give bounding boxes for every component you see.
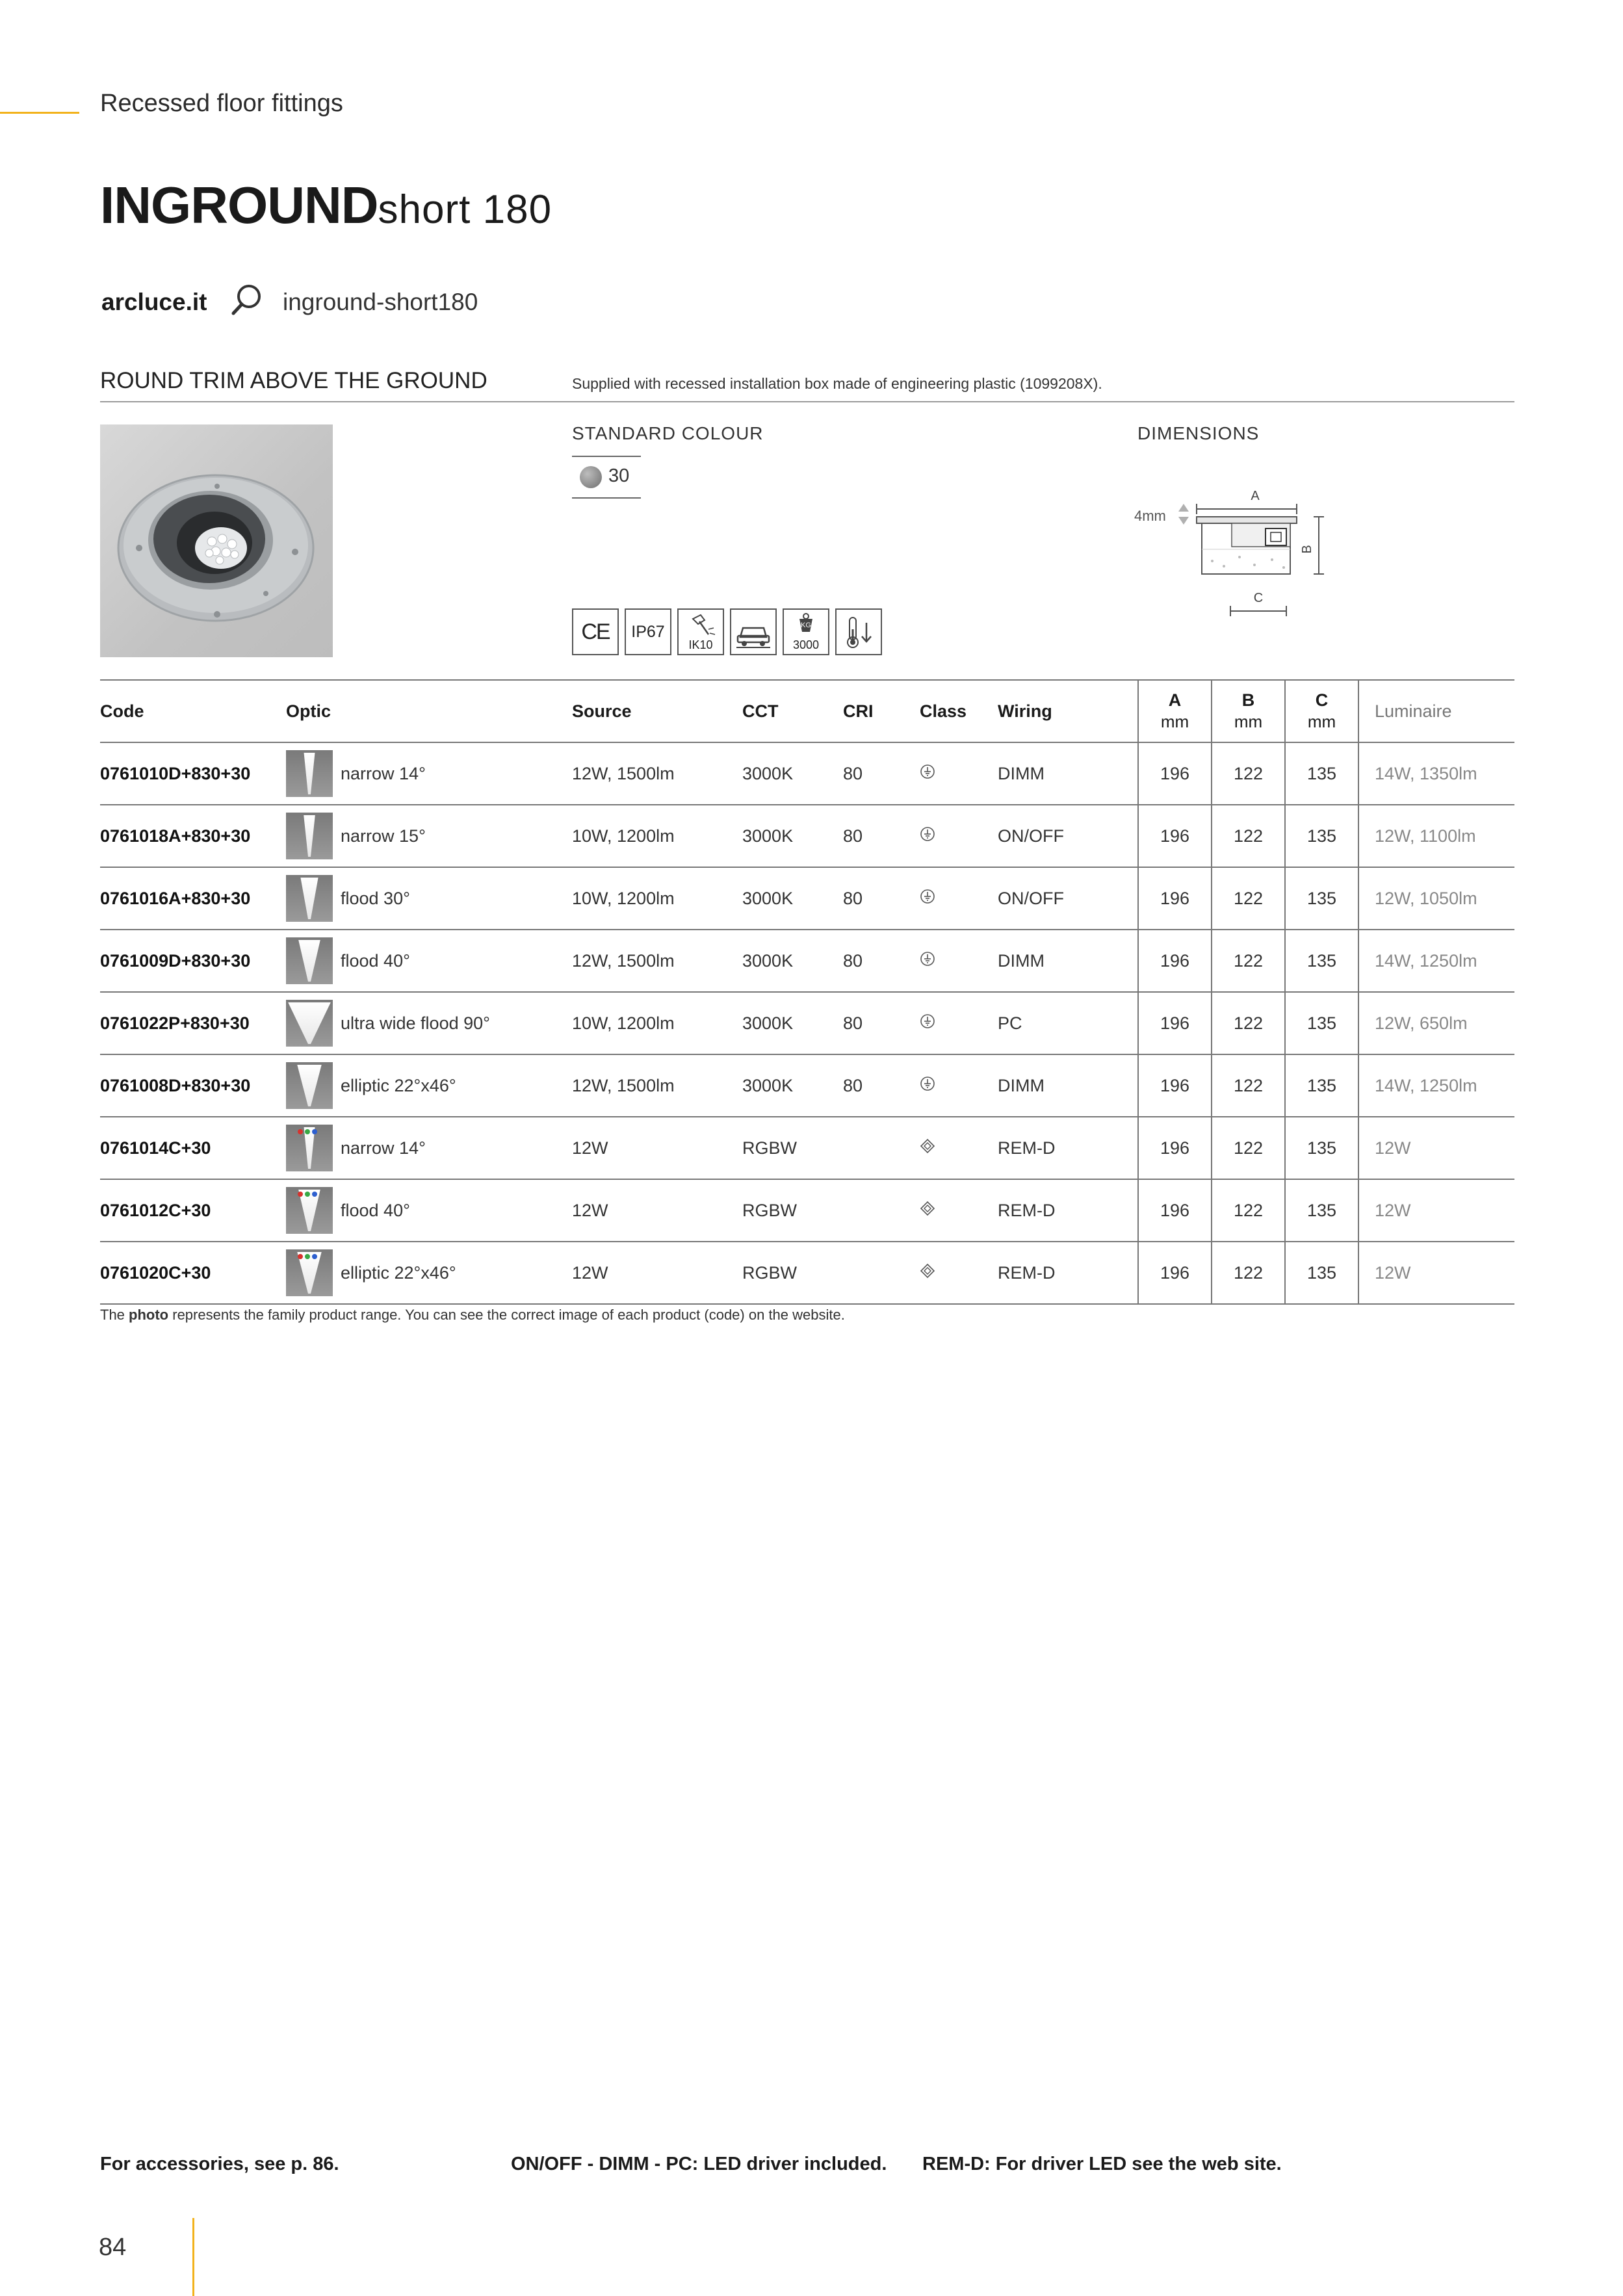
- optic-cell: [286, 1242, 572, 1304]
- optic-cell: [286, 1054, 572, 1117]
- beam-icon: [286, 813, 333, 859]
- dim-a-label: A: [1251, 489, 1260, 503]
- earth-ground-icon: [920, 1076, 935, 1096]
- dim-c-cell: 135: [1285, 1242, 1358, 1304]
- luminaire-cell: 12W: [1358, 1117, 1514, 1179]
- header-c: C mm: [1285, 680, 1358, 742]
- class-ii-icon: [920, 1263, 935, 1283]
- source-cell: 10W, 1200lm: [572, 992, 742, 1054]
- table-row: [100, 1242, 1514, 1304]
- dim-b-label: B: [1300, 545, 1314, 554]
- optic-cell: [286, 930, 572, 992]
- wiring-cell: DIMM: [998, 1054, 1138, 1117]
- header-wiring: Wiring: [998, 680, 1138, 742]
- dim-b-cell: 122: [1212, 1179, 1285, 1242]
- cct-cell: 3000K: [742, 992, 843, 1054]
- source-cell: 12W, 1500lm: [572, 742, 742, 805]
- header-luminaire: Luminaire: [1358, 680, 1514, 742]
- code-cell[interactable]: 0761010D+830+30: [100, 742, 286, 805]
- product-table: [100, 679, 1514, 1305]
- class-cell: [920, 1242, 998, 1304]
- cct-cell: 3000K: [742, 930, 843, 992]
- class-cell: [920, 1179, 998, 1242]
- load-weight-icon: KG 3000: [783, 608, 829, 655]
- beam-icon: [286, 1062, 333, 1109]
- dimensions-drawing: [1134, 484, 1342, 621]
- table-row: [100, 992, 1514, 1054]
- thermometer-icon: [835, 608, 882, 655]
- optic-label: narrow 15°: [341, 826, 426, 846]
- code-cell[interactable]: 0761012C+30: [100, 1179, 286, 1242]
- optic-label: elliptic 22°x46°: [341, 1075, 456, 1095]
- table-row: [100, 742, 1514, 805]
- optic-cell: [286, 992, 572, 1054]
- dim-b-cell: 122: [1212, 1117, 1285, 1179]
- code-cell[interactable]: 0761009D+830+30: [100, 930, 286, 992]
- dim-c-cell: 135: [1285, 1179, 1358, 1242]
- cct-cell: RGBW: [742, 1117, 843, 1179]
- earth-ground-icon: [920, 951, 935, 971]
- source-cell: 12W, 1500lm: [572, 930, 742, 992]
- wiring-cell: ON/OFF: [998, 805, 1138, 867]
- cct-cell: 3000K: [742, 742, 843, 805]
- dim-a-cell: 196: [1138, 1242, 1212, 1304]
- ip67-icon: IP67: [625, 608, 671, 655]
- code-cell[interactable]: 0761014C+30: [100, 1117, 286, 1179]
- dim-b-cell: 122: [1212, 992, 1285, 1054]
- wiring-cell: PC: [998, 992, 1138, 1054]
- source-cell: 10W, 1200lm: [572, 805, 742, 867]
- optic-label: narrow 14°: [341, 1138, 426, 1158]
- wiring-cell: REM-D: [998, 1242, 1138, 1304]
- search-icon: [229, 281, 265, 318]
- optic-cell: [286, 805, 572, 867]
- colour-swatch: [572, 456, 641, 499]
- standard-colour-label: STANDARD COLOUR: [572, 423, 764, 443]
- luminaire-cell: 12W: [1358, 1242, 1514, 1304]
- website-link[interactable]: arcluce.it: [101, 289, 207, 315]
- code-cell[interactable]: 0761016A+830+30: [100, 867, 286, 930]
- luminaire-cell: 12W, 1100lm: [1358, 805, 1514, 867]
- dim-a-cell: 196: [1138, 992, 1212, 1054]
- beam-icon: [286, 937, 333, 984]
- dim-a-cell: 196: [1138, 867, 1212, 930]
- table-header-row: [100, 680, 1514, 742]
- source-cell: 12W: [572, 1242, 742, 1304]
- photo-note: The photo represents the family product range. You can see the correct image of each product (code) on the website.: [100, 1307, 845, 1323]
- header-a: A mm: [1138, 680, 1212, 742]
- cct-cell: RGBW: [742, 1242, 843, 1304]
- class-cell: [920, 1117, 998, 1179]
- table-row: [100, 1179, 1514, 1242]
- optic-label: ultra wide flood 90°: [341, 1013, 490, 1033]
- dim-c-label: C: [1253, 591, 1264, 605]
- class-ii-icon: [920, 1138, 935, 1158]
- header-cct: CCT: [742, 680, 843, 742]
- cri-cell: 80: [843, 805, 920, 867]
- beam-icon: [286, 1187, 333, 1234]
- cct-cell: 3000K: [742, 1054, 843, 1117]
- table-row: [100, 1117, 1514, 1179]
- dim-b-cell: 122: [1212, 742, 1285, 805]
- earth-ground-icon: [920, 764, 935, 784]
- source-cell: 12W, 1500lm: [572, 1054, 742, 1117]
- dim-c-cell: 135: [1285, 1117, 1358, 1179]
- cct-cell: 3000K: [742, 867, 843, 930]
- dim-c-cell: 135: [1285, 867, 1358, 930]
- class-cell: [920, 1054, 998, 1117]
- dim-a-cell: 196: [1138, 1179, 1212, 1242]
- wiring-cell: ON/OFF: [998, 867, 1138, 930]
- dim-b-cell: 122: [1212, 1242, 1285, 1304]
- optic-label: narrow 14°: [341, 763, 426, 783]
- hammer-impact-icon: IK10: [677, 608, 724, 655]
- code-cell[interactable]: 0761008D+830+30: [100, 1054, 286, 1117]
- cri-cell: 80: [843, 1054, 920, 1117]
- table-row: [100, 867, 1514, 930]
- code-cell[interactable]: 0761022P+830+30: [100, 992, 286, 1054]
- optic-cell: [286, 742, 572, 805]
- source-cell: 12W: [572, 1117, 742, 1179]
- dim-gap-label: 4mm: [1134, 508, 1166, 524]
- dim-a-cell: 196: [1138, 1117, 1212, 1179]
- header-accent-line: [0, 112, 79, 114]
- header-source: Source: [572, 680, 742, 742]
- driver-note: ON/OFF - DIMM - PC: LED driver included.: [511, 2154, 887, 2174]
- page-accent-line: [192, 2218, 194, 2296]
- header-optic: Optic: [286, 680, 572, 742]
- dim-c-cell: 135: [1285, 930, 1358, 992]
- remd-note: REM-D: For driver LED see the web site.: [922, 2154, 1282, 2174]
- optic-cell: [286, 867, 572, 930]
- optic-label: elliptic 22°x46°: [341, 1262, 456, 1283]
- cct-cell: 3000K: [742, 805, 843, 867]
- class-cell: [920, 742, 998, 805]
- cri-cell: 80: [843, 867, 920, 930]
- beam-icon: [286, 1125, 333, 1171]
- cri-cell: [843, 1242, 920, 1304]
- section-title: Recessed floor fittings: [100, 90, 343, 117]
- header-cri: CRI: [843, 680, 920, 742]
- header-code: Code: [100, 680, 286, 742]
- optic-cell: [286, 1117, 572, 1179]
- cct-cell: RGBW: [742, 1179, 843, 1242]
- dim-a-cell: 196: [1138, 1054, 1212, 1117]
- luminaire-cell: 12W, 650lm: [1358, 992, 1514, 1054]
- source-cell: 12W: [572, 1179, 742, 1242]
- page-number: 84: [99, 2234, 127, 2261]
- trim-label: ROUND TRIM ABOVE THE GROUND: [100, 368, 487, 393]
- class-cell: [920, 992, 998, 1054]
- luminaire-cell: 14W, 1250lm: [1358, 1054, 1514, 1117]
- beam-icon: [286, 750, 333, 797]
- dim-b-cell: 122: [1212, 867, 1285, 930]
- dim-b-cell: 122: [1212, 930, 1285, 992]
- cri-cell: 80: [843, 742, 920, 805]
- earth-ground-icon: [920, 826, 935, 846]
- certification-icons: [572, 608, 882, 657]
- dim-a-cell: 196: [1138, 930, 1212, 992]
- dim-c-cell: 135: [1285, 1054, 1358, 1117]
- optic-label: flood 40°: [341, 1200, 410, 1220]
- optic-cell: [286, 1179, 572, 1242]
- class-cell: [920, 930, 998, 992]
- dim-c-cell: 135: [1285, 805, 1358, 867]
- wiring-cell: DIMM: [998, 742, 1138, 805]
- ce-mark-icon: CE: [572, 608, 619, 655]
- header-b: B mm: [1212, 680, 1285, 742]
- cri-cell: 80: [843, 992, 920, 1054]
- beam-icon: [286, 1000, 333, 1047]
- optic-label: flood 30°: [341, 888, 410, 908]
- divider: [100, 401, 1514, 402]
- product-slug[interactable]: inground-short180: [283, 289, 478, 315]
- table-row: [100, 805, 1514, 867]
- cri-cell: [843, 1179, 920, 1242]
- supplied-note: Supplied with recessed installation box made of engineering plastic (1099208X).: [572, 375, 1102, 392]
- cri-cell: 80: [843, 930, 920, 992]
- class-cell: [920, 805, 998, 867]
- code-cell[interactable]: 0761020C+30: [100, 1242, 286, 1304]
- dimensions-label: DIMENSIONS: [1137, 423, 1260, 443]
- luminaire-cell: 12W, 1050lm: [1358, 867, 1514, 930]
- optic-label: flood 40°: [341, 950, 410, 971]
- wiring-cell: REM-D: [998, 1179, 1138, 1242]
- luminaire-cell: 14W, 1350lm: [1358, 742, 1514, 805]
- drive-over-car-icon: [730, 608, 777, 655]
- dim-b-cell: 122: [1212, 1054, 1285, 1117]
- earth-ground-icon: [920, 889, 935, 909]
- source-cell: 10W, 1200lm: [572, 867, 742, 930]
- dim-c-cell: 135: [1285, 742, 1358, 805]
- table-row: [100, 930, 1514, 992]
- dim-a-cell: 196: [1138, 742, 1212, 805]
- table-row: [100, 1054, 1514, 1117]
- product-title-light: short 180: [378, 187, 552, 232]
- code-cell[interactable]: 0761018A+830+30: [100, 805, 286, 867]
- product-photo: [100, 424, 333, 657]
- header-class: Class: [920, 680, 998, 742]
- class-ii-icon: [920, 1201, 935, 1221]
- colour-code: 30: [608, 465, 630, 486]
- earth-ground-icon: [920, 1013, 935, 1034]
- product-title-bold: INGROUND: [100, 176, 378, 234]
- product-title: [100, 176, 552, 235]
- accessories-note: For accessories, see p. 86.: [100, 2154, 339, 2174]
- wiring-cell: DIMM: [998, 930, 1138, 992]
- class-cell: [920, 867, 998, 930]
- beam-icon: [286, 875, 333, 922]
- dim-b-cell: 122: [1212, 805, 1285, 867]
- cri-cell: [843, 1117, 920, 1179]
- beam-icon: [286, 1249, 333, 1296]
- luminaire-cell: 12W: [1358, 1179, 1514, 1242]
- dim-a-cell: 196: [1138, 805, 1212, 867]
- wiring-cell: REM-D: [998, 1117, 1138, 1179]
- svg-text:KG: KG: [801, 621, 811, 629]
- luminaire-cell: 14W, 1250lm: [1358, 930, 1514, 992]
- dim-c-cell: 135: [1285, 992, 1358, 1054]
- colour-dot: [580, 466, 602, 488]
